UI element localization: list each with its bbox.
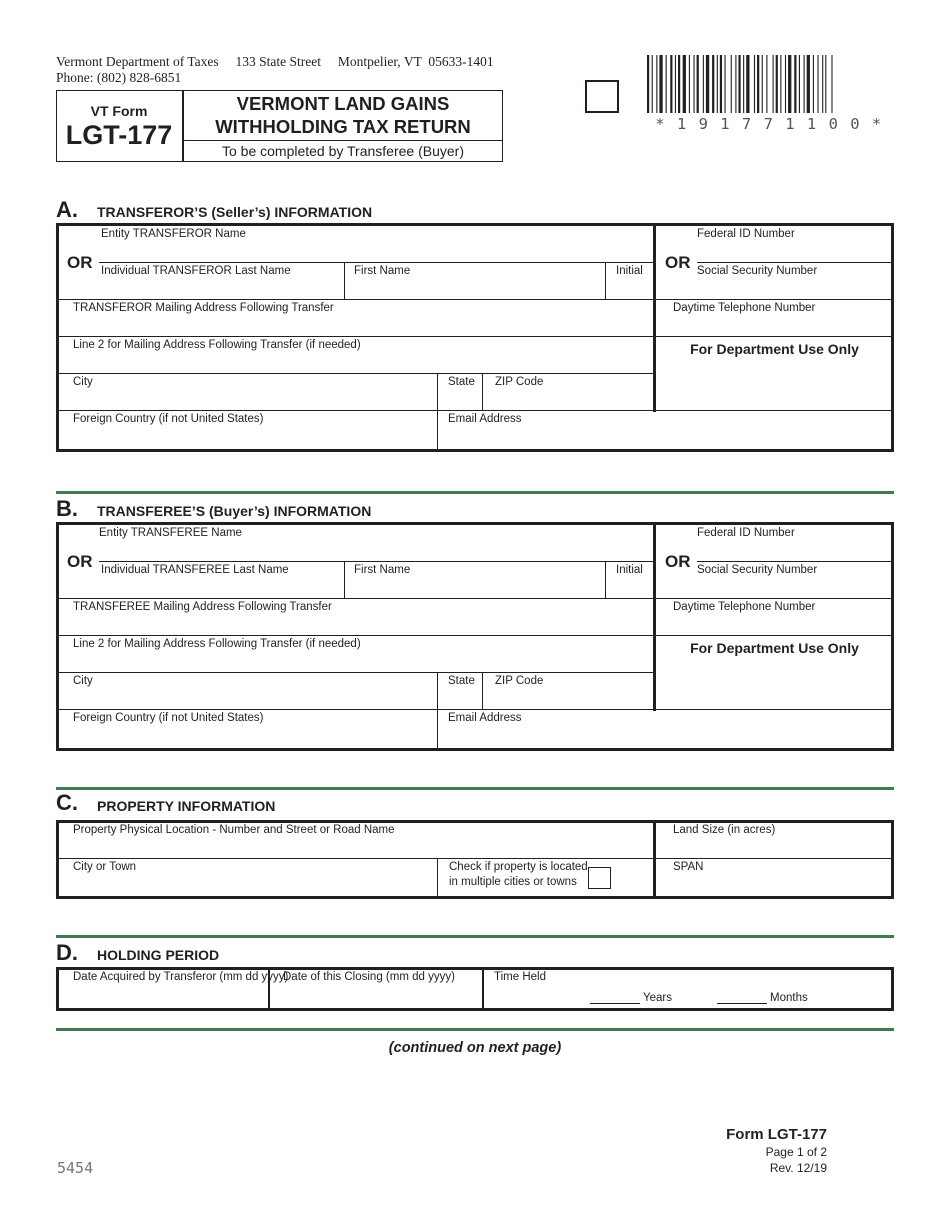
last-name-label: Individual TRANSFEROR Last Name	[101, 265, 291, 277]
land-size-field[interactable]	[656, 838, 893, 858]
footer-code: 5454	[57, 1159, 94, 1177]
multiple-towns-label-2: in multiple cities or towns	[449, 876, 577, 888]
country-label: Foreign Country (if not United States)	[73, 413, 264, 425]
transferee-last-name-field[interactable]	[99, 578, 344, 598]
federal-id-label: Federal ID Number	[697, 527, 795, 539]
first-name-label: First Name	[354, 265, 411, 277]
transferor-state-field[interactable]	[438, 390, 482, 410]
span-field[interactable]	[656, 876, 893, 896]
transferee-email-field[interactable]	[438, 726, 893, 748]
divider	[183, 140, 503, 141]
barcode	[646, 55, 892, 113]
federal-id-label: Federal ID Number	[697, 228, 795, 240]
years-label: Years	[643, 992, 672, 1004]
mailing-address-label: TRANSFEREE Mailing Address Following Transfer	[73, 601, 332, 613]
city-label: City	[73, 376, 93, 388]
transferee-country-field[interactable]	[57, 726, 437, 748]
transferee-address-line2-field[interactable]	[57, 652, 653, 672]
city-label: City	[73, 675, 93, 687]
transferee-city-field[interactable]	[57, 689, 437, 709]
form-subtitle: To be completed by Transferee (Buyer)	[221, 143, 464, 159]
zip-label: ZIP Code	[495, 675, 544, 687]
divider	[437, 858, 438, 898]
amended-checkbox[interactable]	[585, 80, 619, 113]
section-c-letter: C.	[56, 790, 78, 815]
or-label: OR	[67, 552, 93, 571]
transferee-mailing-field[interactable]	[57, 615, 653, 635]
divider	[57, 858, 893, 859]
transferee-zip-field[interactable]	[483, 689, 653, 709]
multiple-towns-checkbox[interactable]	[588, 867, 611, 889]
phone-label: Daytime Telephone Number	[673, 302, 816, 314]
transferor-email-field[interactable]	[438, 427, 893, 449]
section-divider	[56, 787, 894, 790]
transferee-first-name-field[interactable]	[345, 578, 605, 598]
divider	[99, 561, 653, 562]
ssn-label: Social Security Number	[697, 265, 818, 277]
address-line2-label: Line 2 for Mailing Address Following Transfer (if needed)	[73, 638, 361, 650]
transferee-state-field[interactable]	[438, 689, 482, 709]
date-acquired-label: Date Acquired by Transferor (mm dd yyyy)	[73, 971, 289, 983]
ssn-label: Social Security Number	[697, 564, 818, 576]
transferor-address-line2-field[interactable]	[57, 353, 653, 373]
state-label: State	[448, 675, 475, 687]
footer-form-name: Form LGT-177	[726, 1126, 827, 1143]
section-b-title: TRANSFEREE’S (Buyer’s) INFORMATION	[97, 503, 372, 519]
country-label: Foreign Country (if not United States)	[73, 712, 264, 724]
transferor-initial-field[interactable]	[606, 279, 653, 299]
first-name-label: First Name	[354, 564, 411, 576]
entity-name-label: Entity TRANSFEREE Name	[99, 527, 242, 539]
divider	[697, 262, 893, 263]
transferor-entity-name-field[interactable]	[99, 240, 653, 262]
transferor-first-name-field[interactable]	[345, 279, 605, 299]
divider	[57, 336, 893, 337]
divider	[57, 709, 893, 710]
years-field[interactable]	[590, 989, 640, 1003]
divider	[57, 373, 654, 374]
section-divider	[56, 935, 894, 938]
zip-label: ZIP Code	[495, 376, 544, 388]
section-b-letter: B.	[56, 496, 78, 521]
divider	[57, 410, 893, 411]
multiple-towns-label-1: Check if property is located	[449, 861, 588, 873]
transferor-zip-field[interactable]	[483, 390, 653, 410]
months-field[interactable]	[717, 989, 767, 1003]
form-number: LGT-177	[65, 120, 173, 150]
section-a-title: TRANSFEROR’S (Seller’s) INFORMATION	[97, 204, 373, 220]
transferee-initial-field[interactable]	[606, 578, 653, 598]
initial-label: Initial	[616, 265, 643, 277]
agency-address: Vermont Department of Taxes 133 State Street Montpelier, VT 05633-1401	[56, 54, 494, 69]
time-held-label: Time Held	[494, 971, 546, 983]
initial-label: Initial	[616, 564, 643, 576]
state-label: State	[448, 376, 475, 388]
barcode-text: * 1 9 1 7 7 1 1 0 0 *	[655, 115, 883, 133]
mailing-address-label: TRANSFEROR Mailing Address Following Transfer	[73, 302, 334, 314]
agency-phone: Phone: (802) 828-6851	[56, 70, 182, 85]
title-line-1: VERMONT LAND GAINS	[236, 93, 450, 114]
transferor-ssn-field[interactable]	[697, 279, 893, 299]
property-location-field[interactable]	[57, 838, 653, 858]
or-label: OR	[67, 253, 93, 272]
date-acquired-field[interactable]	[59, 985, 267, 1008]
section-divider	[56, 1028, 894, 1031]
city-town-label: City or Town	[73, 861, 137, 873]
footer-page: Page 1 of 2	[765, 1145, 827, 1159]
or-label: OR	[665, 552, 691, 571]
divider	[57, 672, 654, 673]
form-label: VT Form	[90, 103, 148, 119]
section-d-letter: D.	[56, 940, 78, 965]
section-c-title: PROPERTY INFORMATION	[97, 798, 276, 814]
transferor-city-field[interactable]	[57, 390, 437, 410]
transferee-federal-id-field[interactable]	[697, 539, 893, 561]
transferor-federal-id-field[interactable]	[697, 240, 893, 262]
transferee-phone-field[interactable]	[656, 615, 893, 635]
continued-note: (continued on next page)	[388, 1040, 562, 1056]
footer-revision: Rev. 12/19	[769, 1161, 827, 1175]
transferor-mailing-field[interactable]	[57, 316, 653, 336]
city-town-field[interactable]	[57, 876, 437, 896]
land-size-label: Land Size (in acres)	[673, 824, 776, 836]
address-line2-label: Line 2 for Mailing Address Following Transfer (if needed)	[73, 339, 361, 351]
title-line-2: WITHHOLDING TAX RETURN	[215, 116, 471, 137]
transferor-phone-field[interactable]	[656, 316, 893, 336]
transferor-country-field[interactable]	[57, 427, 437, 449]
months-blank	[717, 1003, 767, 1004]
department-use-label: For Department Use Only	[690, 640, 859, 656]
transferee-ssn-field[interactable]	[697, 578, 893, 598]
transferee-entity-name-field[interactable]	[99, 539, 653, 561]
transferor-last-name-field[interactable]	[99, 279, 344, 299]
last-name-label: Individual TRANSFEREE Last Name	[101, 564, 289, 576]
span-label: SPAN	[673, 861, 704, 873]
divider	[697, 561, 893, 562]
section-d-title: HOLDING PERIOD	[97, 947, 220, 963]
entity-name-label: Entity TRANSFEROR Name	[101, 228, 246, 240]
divider	[57, 598, 893, 599]
divider	[57, 299, 893, 300]
divider	[99, 262, 653, 263]
email-label: Email Address	[448, 413, 522, 425]
years-blank	[590, 1003, 640, 1004]
or-label: OR	[665, 253, 691, 272]
email-label: Email Address	[448, 712, 522, 724]
divider	[57, 635, 893, 636]
property-location-label: Property Physical Location - Number and Street or Road Name	[73, 824, 395, 836]
section-divider	[56, 491, 894, 494]
phone-label: Daytime Telephone Number	[673, 601, 816, 613]
date-closing-field[interactable]	[271, 985, 481, 1008]
divider	[482, 968, 484, 1010]
date-closing-label: Date of this Closing (mm dd yyyy)	[283, 971, 455, 983]
section-a-letter: A.	[56, 197, 78, 222]
months-label: Months	[770, 992, 808, 1004]
department-use-label: For Department Use Only	[690, 341, 859, 357]
